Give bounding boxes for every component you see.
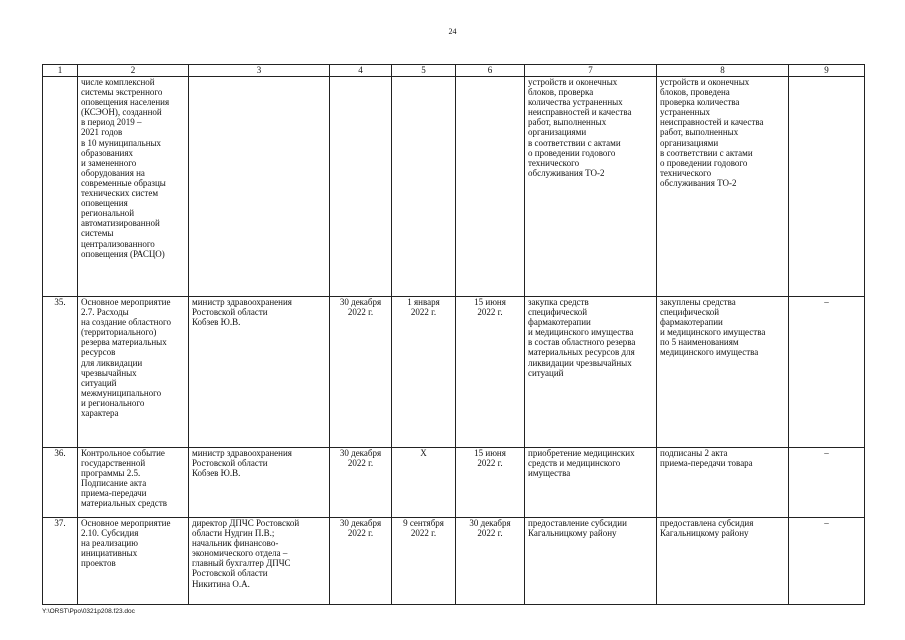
- row-number: 37.: [43, 518, 78, 605]
- planned-date: 30 декабря 2022 г.: [330, 297, 392, 448]
- planned-result: предоставление субсидии Кагальницкому району: [525, 518, 657, 605]
- row-number: 36.: [43, 448, 78, 518]
- event-name: Основное мероприятие 2.10. Субсидия на реализацию инициативных проектов: [78, 518, 189, 605]
- file-path-footer: Y:\ORST\Ppo\0321p208.f23.doc: [42, 608, 135, 615]
- planned-date: [330, 77, 392, 297]
- header-col-1: 1: [43, 65, 78, 77]
- row-number: [43, 77, 78, 297]
- row-number: 35.: [43, 297, 78, 448]
- actual-result: закуплены средства специфической фармакотерапии и медицинского имущества по 5 наименованиям медицинского имущества: [657, 297, 789, 448]
- header-col-5: 5: [392, 65, 456, 77]
- table-row: [43, 77, 865, 297]
- actual-result: подписаны 2 акта приема-передачи товара: [657, 448, 789, 518]
- deviation-reason: [789, 77, 865, 297]
- actual-end-date: 15 июня 2022 г.: [456, 448, 525, 518]
- planned-date: 30 декабря 2022 г.: [330, 448, 392, 518]
- actual-end-date: 30 декабря 2022 г.: [456, 518, 525, 605]
- responsible-person: министр здравоохранения Ростовской области Кобзев Ю.В.: [189, 448, 330, 518]
- page-number: 24: [448, 27, 457, 36]
- table-row: [43, 448, 865, 518]
- actual-result: устройств и оконечных блоков, проведена проверка количества устраненных неисправностей и качества работ, выполненных организациями в соответствии с актами о проведении годового технического обслуживания ТО-2: [657, 77, 789, 297]
- deviation-reason: –: [789, 297, 865, 448]
- planned-result: приобретение медицинских средств и медицинского имущества: [525, 448, 657, 518]
- event-name: Основное мероприятие 2.7. Расходы на создание областного (территориального) резерва материальных ресурсов для ликвидации чрезвычайных ситуаций межмуниципального и регионального характера: [78, 297, 189, 448]
- actual-start-date: [392, 77, 456, 297]
- header-col-2: 2: [78, 65, 189, 77]
- header-col-4: 4: [330, 65, 392, 77]
- actual-start-date: 9 сентября 2022 г.: [392, 518, 456, 605]
- event-name: Контрольное событие государственной программы 2.5. Подписание акта приема-передачи материальных средств: [78, 448, 189, 518]
- planned-result: устройств и оконечных блоков, проверка количества устраненных неисправностей и качества работ, выполненных организациями в соответствии с актами о проведении годового технического обслуживания ТО-2: [525, 77, 657, 297]
- table-header-row: [43, 65, 865, 77]
- plan-table: [42, 64, 865, 605]
- header-col-6: 6: [456, 65, 525, 77]
- responsible-person: директор ДПЧС Ростовской области Нудгин П.В.; начальник финансово- экономического отдела – главный бухгалтер ДПЧС Ростовской области Никитина О.А.: [189, 518, 330, 605]
- actual-end-date: [456, 77, 525, 297]
- table-row: [43, 297, 865, 448]
- actual-start-date: 1 января 2022 г.: [392, 297, 456, 448]
- responsible-person: [189, 77, 330, 297]
- header-col-3: 3: [189, 65, 330, 77]
- event-name: числе комплексной системы экстренного оповещения населения (КСЭОН), созданной в период 2019 – 2021 годов в 10 муниципальных образованиях и замененного оборудования на современные образцы технических систем оповещения региональной автоматизированной системы централизованного оповещения (РАСЦО): [78, 77, 189, 297]
- table-row: [43, 518, 865, 605]
- deviation-reason: –: [789, 448, 865, 518]
- actual-end-date: 15 июня 2022 г.: [456, 297, 525, 448]
- actual-start-date: Х: [392, 448, 456, 518]
- planned-result: закупка средств специфической фармакотерапии и медицинского имущества в состав областного резерва материальных ресурсов для ликвидации чрезвычайных ситуаций: [525, 297, 657, 448]
- responsible-person: министр здравоохранения Ростовской области Кобзев Ю.В.: [189, 297, 330, 448]
- header-col-9: 9: [789, 65, 865, 77]
- header-col-7: 7: [525, 65, 657, 77]
- deviation-reason: –: [789, 518, 865, 605]
- header-col-8: 8: [657, 65, 789, 77]
- actual-result: предоставлена субсидия Кагальницкому району: [657, 518, 789, 605]
- planned-date: 30 декабря 2022 г.: [330, 518, 392, 605]
